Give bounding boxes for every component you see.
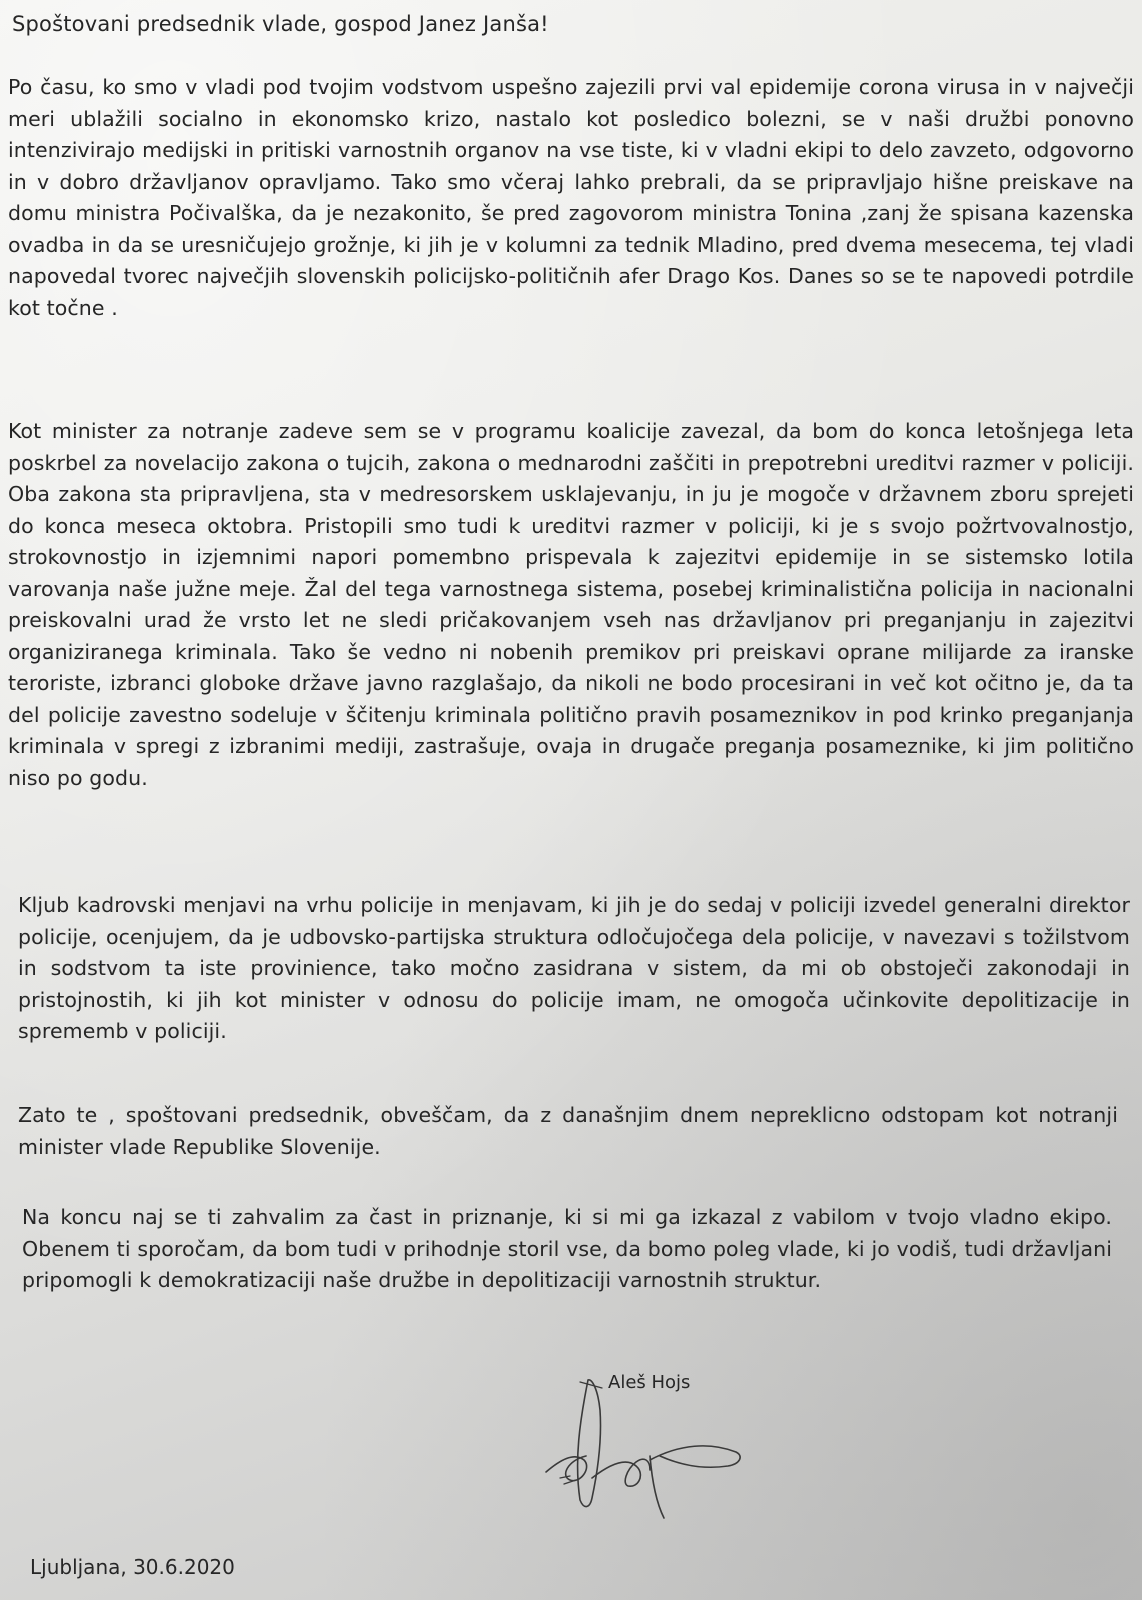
signer-name: Aleš Hojs <box>608 1372 691 1393</box>
paragraph-3: Kljub kadrovski menjavi na vrhu policije in menjavam, ki jih je do sedaj v policiji izvedel generalni direktor policije, ocenjujem, da je udbovsko-partijska struktura odločujočega dela policije, v navezavi s tožilstvom in sodstvom ta iste provinience, tako močno zasidrana v sistem, da mi ob obstoječi zakonodaji in pristojnostih, ki jih kot minister v odnosu do policije imam, ne omogoča učinkovite depolitizacije in sprememb v policiji. <box>18 893 1130 1043</box>
paragraph-5: Na koncu naj se ti zahvalim za čast in priznanje, ki si mi ga izkazal z vabilom v tvojo vladno ekipo. Obenem ti sporočam, da bom tudi v prihodnje storil vse, da bomo poleg vlade, ki jo vodiš, tudi državljani pripomogli k demokratizaciji naše družbe in depolitizaciji varnostnih struktur. <box>22 1205 1112 1292</box>
paragraph-2: Kot minister za notranje zadeve sem se v programu koalicije zavezal, da bom do konca letošnjega leta poskrbel za novelacijo zakona o tujcih, zakona o mednarodni zaščiti in prepotrebni ureditvi razmer v policiji. Oba zakona sta pripravljena, sta v medresorskem usklajevanju, in ju je mogoče v državnem zboru sprejeti do konca meseca oktobra. Pristopili smo tudi k ureditvi razmer v policiji, ki je s svojo požrtvovalnostjo, strokovnostjo in izjemnimi napori pomembno prispevala k zajezitvi epidemije in se sistemsko lotila varovanja naše južne meje. Žal del tega varnostnega sistema, posebej kriminalistična policija in nacionalni preiskovalni urad že vrsto let ne sledi pričakovanjem vseh nas državljanov pri preganjanju in zajezitvi organiziranega kriminala. Tako še vedno ni nobenih premikov pri preiskavi oprane milijarde za iranske teroriste, izbranci globoke države javno razglašajo, da nikoli ne bodo procesirani in več kot očitno je, da ta del policije zavestno sodeluje v ščitenju kriminala politično pravih posameznikov in pod krinko preganjanja kriminala v spregi z izbranimi mediji, zastrašuje, ovaja in drugače preganja posameznike, ki jim politično niso po godu. <box>8 419 1134 790</box>
paragraph-1: Po času, ko smo v vladi pod tvojim vodstvom uspešno zajezili prvi val epidemije corona virusa in v največji meri ublažili socialno in ekonomsko krizo, nastalo kot posledico bolezni, se v naši družbi ponovno intenzivirajo medijski in pritiski varnostnih organov na vse tiste, ki v vladni ekipi to delo zavzeto, odgovorno in v dobro državljanov opravljamo. Tako smo včeraj lahko prebrali, da se pripravljajo hišne preiskave na domu ministra Počivalška, da je nezakonito, še pred zagovorom ministra Tonina ,zanj že spisana kazenska ovadba in da se uresničujejo grožnje, ki jih je v kolumni za tednik Mladino, pred dvema mesecema, tej vladi napovedal tvorec največjih slovenskih policijsko-političnih afer Drago Kos. Danes so se te napovedi potrdile kot točne . <box>8 75 1134 320</box>
paragraph-4: Zato te , spoštovani predsednik, obveščam, da z današnjim dnem nepreklicno odstopam kot notranji minister vlade Republike Slovenije. <box>18 1103 1118 1159</box>
place-and-date: Ljubljana, 30.6.2020 <box>30 1555 235 1579</box>
salutation: Spoštovani predsednik vlade, gospod Janez Janša! <box>12 12 549 36</box>
